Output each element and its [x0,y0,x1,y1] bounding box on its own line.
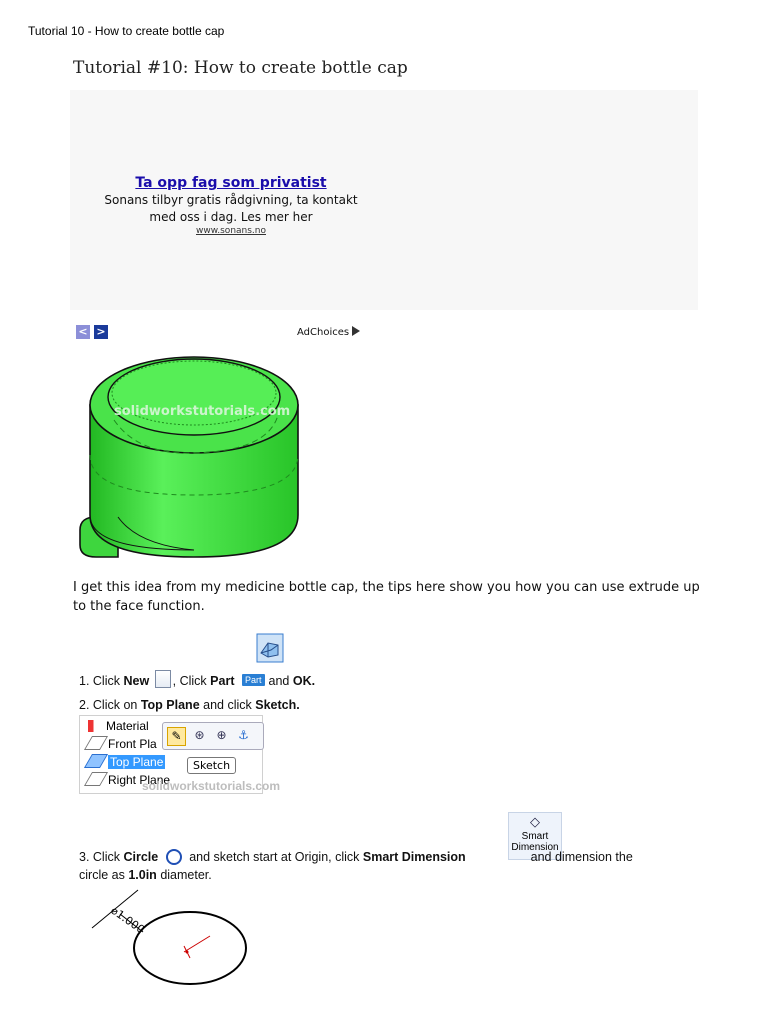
zoom-icon[interactable]: ⊕ [216,728,227,742]
circle-dimension-sketch [80,886,280,990]
step1-new: New [123,674,150,688]
context-toolbar [162,722,264,750]
dimension-glyph-icon: ◇ [530,814,540,829]
adchoices-icon [352,326,360,336]
step1-prefix: 1. Click [79,674,120,688]
circle-icon [166,849,182,865]
step-3: 3. Click Circle and sketch start at Origin, click Smart Dimension and dimension the circle as 1.0in diameter. [79,850,633,882]
tree-item-right-plane[interactable]: Right Plane [80,772,170,789]
sketch-tooltip: Sketch [187,757,236,774]
step1-and: and [268,674,290,688]
tree-watermark: solidworkstutorials.com [142,779,281,793]
ad-next-button[interactable]: > [94,325,108,339]
document-header: Tutorial 10 - How to create bottle cap [28,24,225,38]
tree-item-top-plane[interactable]: Top Plane [80,754,165,771]
ad-url-link[interactable]: www.sonans.no [196,226,266,236]
step1-click: , Click [172,674,207,688]
material-icon [88,720,102,732]
step-1 [79,670,315,688]
part-badge: Part [242,674,265,686]
step2-prefix: 2. Click on [79,698,138,712]
ad-prev-button[interactable]: < [76,325,90,339]
step2-mid: and click [203,698,252,712]
normal-to-icon[interactable]: ⊛ [194,728,205,742]
adchoices-label: AdChoices [297,327,350,338]
ad-content[interactable] [66,175,396,236]
new-document-icon [155,670,171,688]
plane-icon [84,736,108,750]
step-2 [79,698,300,712]
tree-item-material[interactable]: Material [80,718,149,735]
plane-icon [84,772,108,786]
part-icon [256,633,284,663]
tree-item-front-plane[interactable]: Front Pla [80,736,157,753]
ad-body-line1: Sonans tilbyr gratis rådgivning, ta kontakt [104,193,358,207]
step2-plane: Top Plane [140,698,200,712]
step2-sketch: Sketch. [255,698,300,712]
page-title: Tutorial #10: How to create bottle cap [73,58,408,78]
intro-paragraph: I get this idea from my medicine bottle cap, the tips here show you how you can use extrude up to the face function. [73,580,700,614]
anchor-icon[interactable]: ⚓ [238,728,249,742]
step1-ok: OK. [292,674,316,688]
ad-headline-link[interactable]: Ta opp fag som privatist [135,175,327,191]
hero-watermark: solidworkstutorials.com [114,404,291,419]
dimension-label: ⌀1.000 [108,903,147,937]
plane-icon [84,754,108,768]
sketch-icon[interactable]: ✎ [167,727,186,746]
adchoices-link[interactable] [297,326,360,338]
ad-body-line2: med oss i dag. Les mer her [149,210,313,224]
step1-part: Part [210,674,235,688]
smart-dimension-icon: ◇ Smart Dimension [508,812,562,860]
bottle-cap-illustration [78,345,318,575]
